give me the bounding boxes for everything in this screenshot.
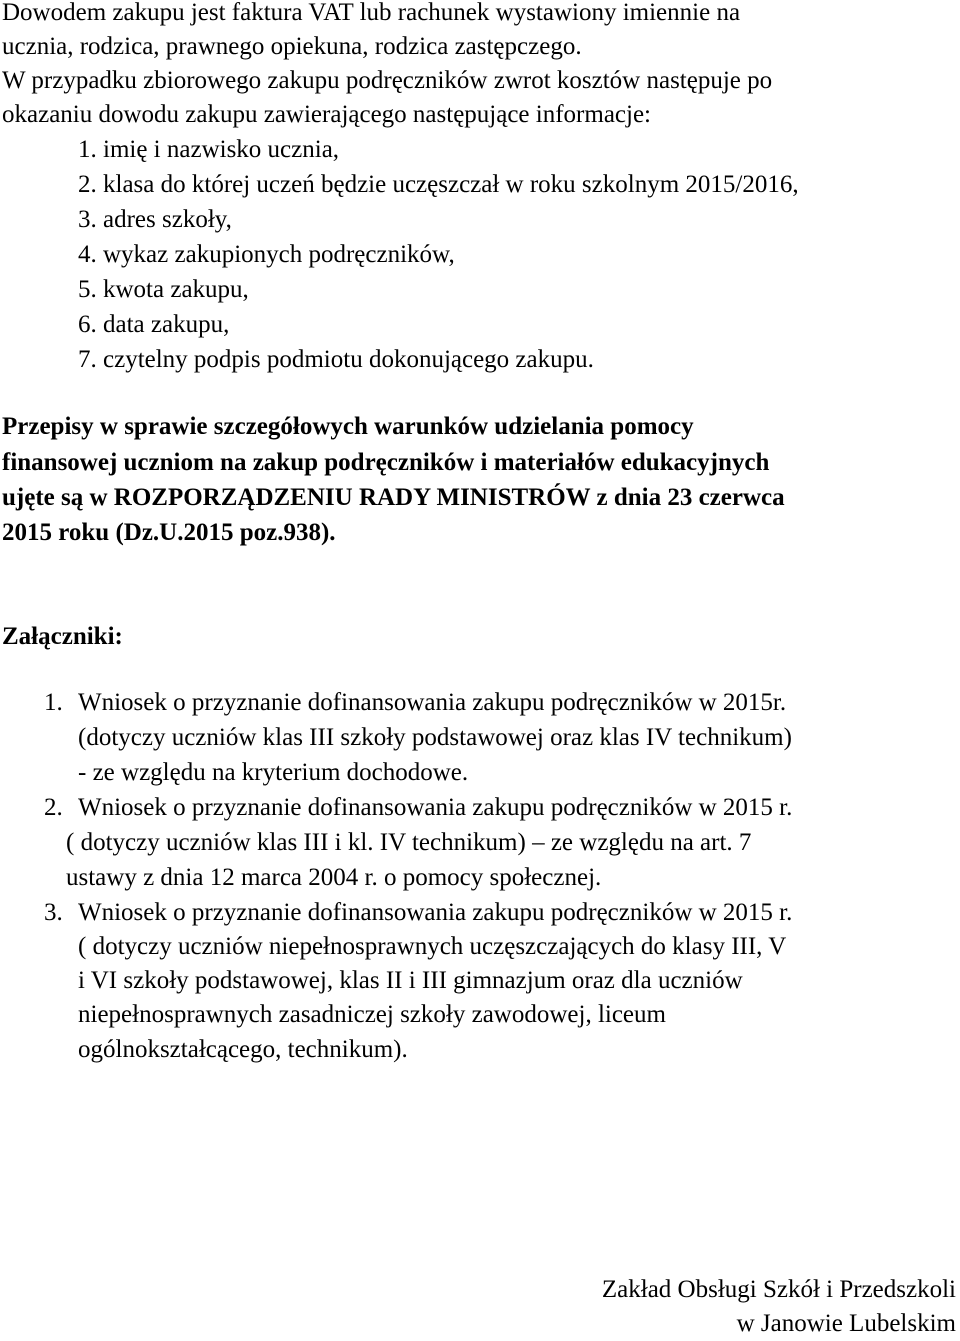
signature-line-1: Zakład Obsługi Szkół i Przedszkoli (601, 1276, 956, 1303)
attachment-1-line-3: - ze względu na kryterium dochodowe. (78, 759, 469, 786)
info-item-4: 4. wykaz zakupionych podręczników, (78, 241, 455, 268)
attachments-heading: Załączniki: (2, 623, 123, 650)
regulation-line-2: finansowej uczniom na zakup podręczników i materiałów edukacyjnych (2, 449, 770, 476)
regulation-line-4: 2015 roku (Dz.U.2015 poz.938). (2, 519, 336, 546)
attachment-3-number: 3. (44, 899, 63, 926)
attachment-1-line-2: (dotyczy uczniów klas III szkoły podstawowej oraz klas IV technikum) (78, 724, 792, 751)
info-item-6: 6. data zakupu, (78, 311, 230, 338)
attachment-2-line-2: ( dotyczy uczniów klas III i kl. IV technikum) – ze względu na art. 7 (66, 829, 752, 856)
attachment-1-number: 1. (44, 689, 63, 716)
attachment-2-line-3: ustawy z dnia 12 marca 2004 r. o pomocy społecznej. (66, 864, 602, 891)
intro-line-3: W przypadku zbiorowego zakupu podręczników zwrot kosztów następuje po (2, 67, 773, 94)
attachment-3-line-1: Wniosek o przyznanie dofinansowania zakupu podręczników w 2015 r. (78, 899, 793, 926)
info-item-1: 1. imię i nazwisko ucznia, (78, 136, 340, 163)
info-item-3: 3. adres szkoły, (78, 206, 232, 233)
regulation-line-1: Przepisy w sprawie szczegółowych warunków udzielania pomocy (2, 413, 694, 440)
info-item-7: 7. czytelny podpis podmiotu dokonującego zakupu. (78, 346, 594, 373)
attachment-2-line-1: Wniosek o przyznanie dofinansowania zakupu podręczników w 2015 r. (78, 794, 793, 821)
attachment-2-number: 2. (44, 794, 63, 821)
intro-line-1: Dowodem zakupu jest faktura VAT lub rachunek wystawiony imiennie na (2, 0, 741, 26)
attachment-1-line-1: Wniosek o przyznanie dofinansowania zakupu podręczników w 2015r. (78, 689, 787, 716)
intro-line-2: ucznia, rodzica, prawnego opiekuna, rodzica zastępczego. (2, 33, 582, 60)
attachment-3-line-3: i VI szkoły podstawowej, klas II i III gimnazjum oraz dla uczniów (78, 967, 743, 994)
attachment-3-line-5: ogólnokształcącego, technikum). (78, 1036, 408, 1063)
attachment-3-line-2: ( dotyczy uczniów niepełnosprawnych uczęszczających do klasy III, V (78, 933, 787, 960)
info-item-5: 5. kwota zakupu, (78, 276, 249, 303)
intro-line-4: okazaniu dowodu zakupu zawierającego następujące informacje: (2, 101, 651, 128)
attachment-3-line-4: niepełnosprawnych zasadniczej szkoły zawodowej, liceum (78, 1001, 666, 1028)
signature-line-2: w Janowie Lubelskim (736, 1310, 956, 1337)
regulation-line-3: ujęte są w ROZPORZĄDZENIU RADY MINISTRÓW z dnia 23 czerwca (2, 484, 785, 511)
info-item-2: 2. klasa do której uczeń będzie uczęszczał w roku szkolnym 2015/2016, (78, 171, 799, 198)
